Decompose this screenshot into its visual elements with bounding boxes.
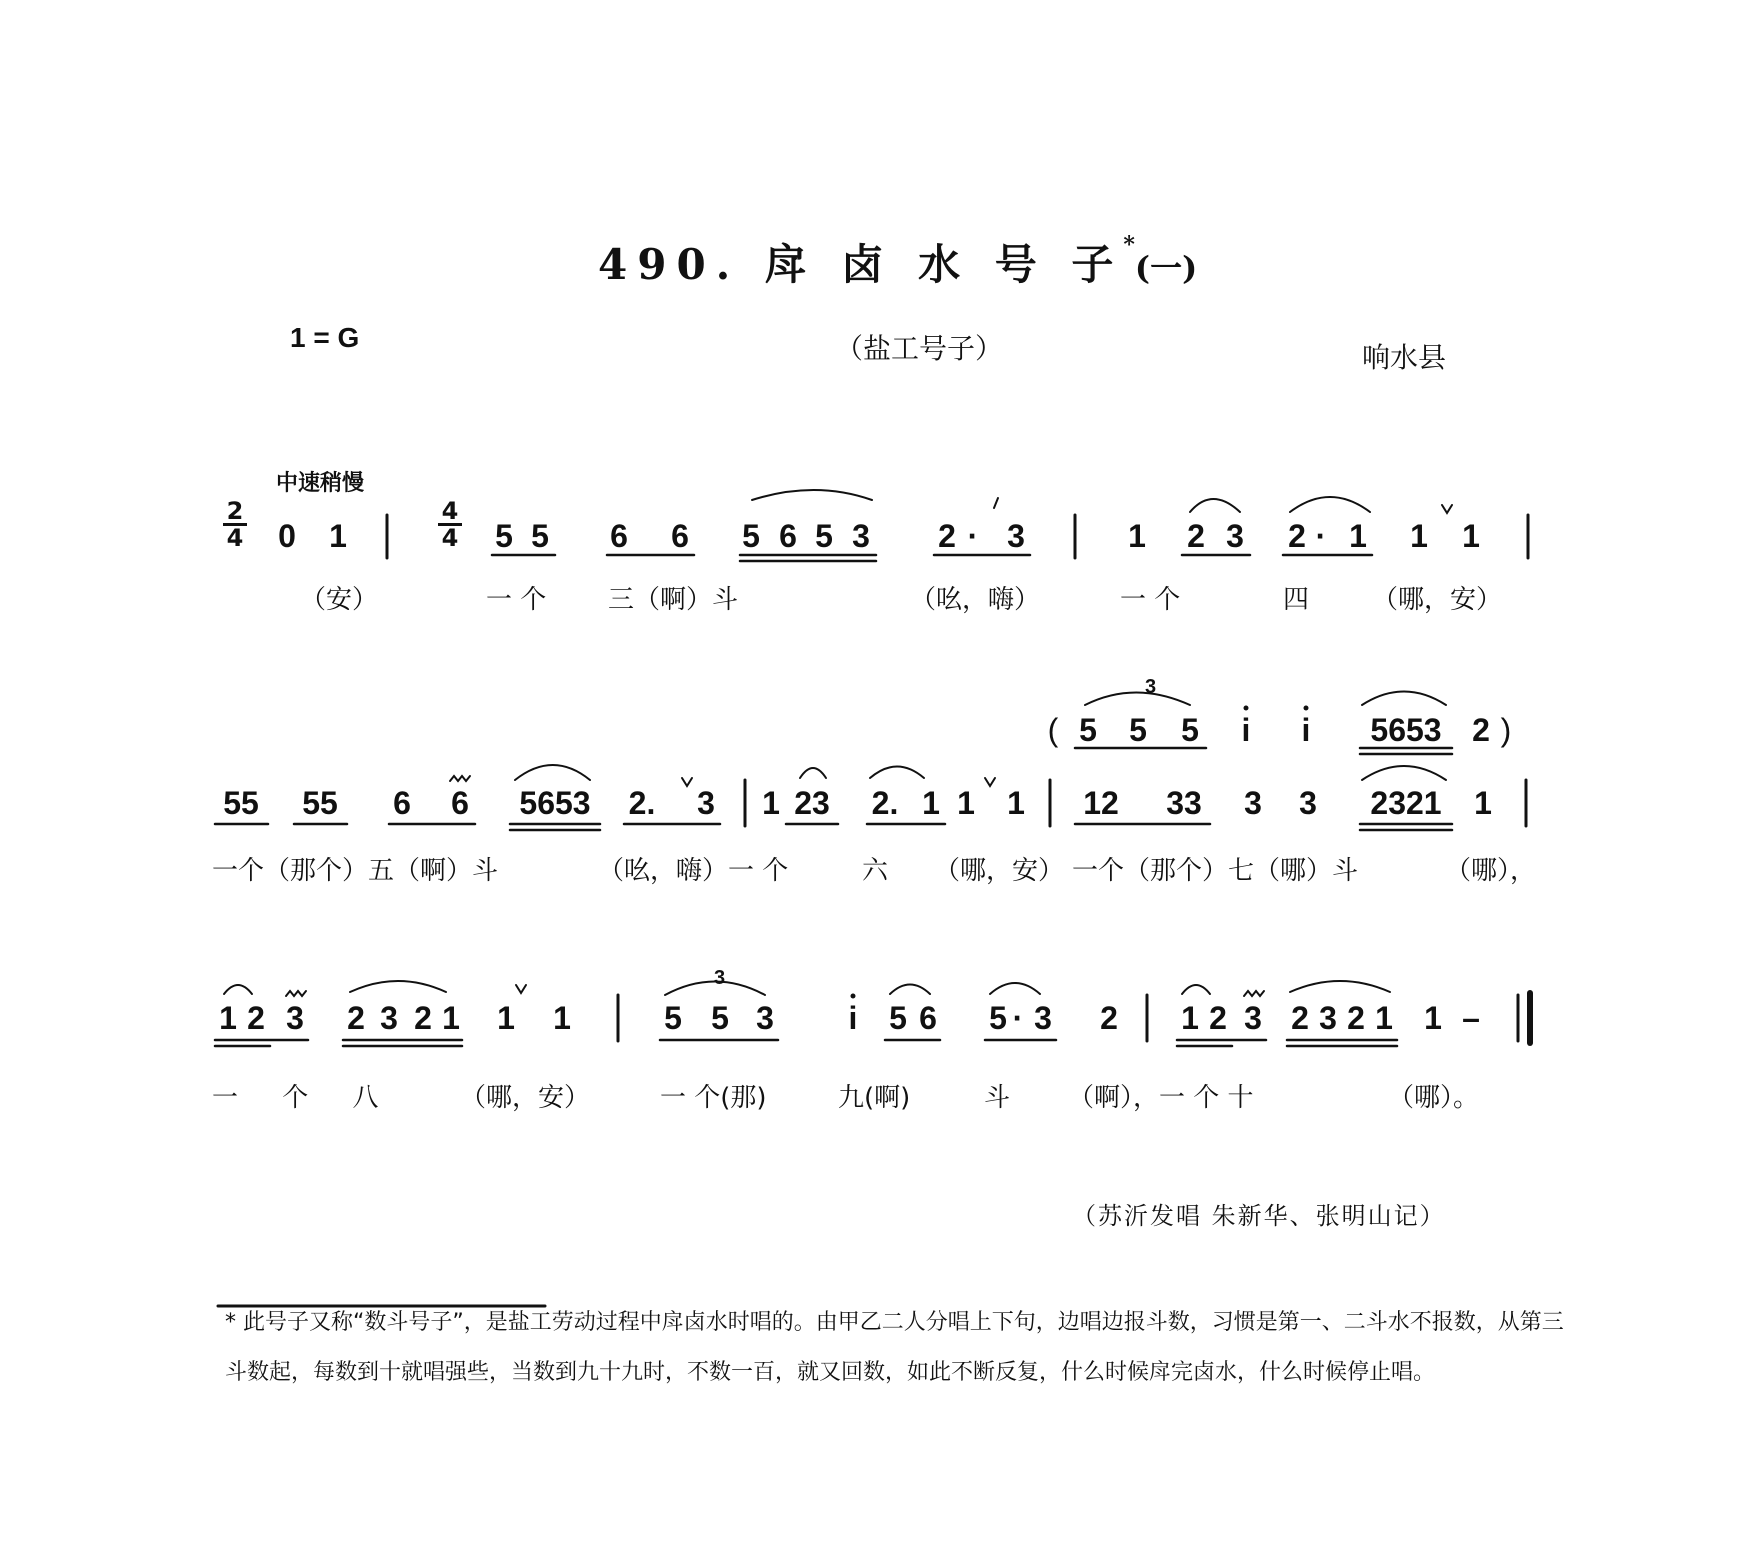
note: 1: [1128, 518, 1146, 554]
lyric: 六: [862, 856, 889, 886]
lyric: （哪，安）: [1372, 585, 1503, 615]
lyric: 一 个 八: [212, 1083, 397, 1113]
note: 6: [671, 518, 689, 554]
lyric: 斗: [984, 1083, 1011, 1113]
note: 3: [1226, 518, 1244, 554]
dash: –: [1462, 1000, 1480, 1036]
footnote: * 此号子又称“数斗号子”，是盐工劳动过程中戽卤水时唱的。由甲乙二人分唱上下句，边唱边报斗数，习惯是第一、二斗水不报数，从第三斗数起，每数到十就唱强些，当数到九十九时，不数一百，就又回数，如此不断反复，什么时候戽完卤水，什么时候停止唱。: [225, 1310, 1564, 1385]
triplet-mark: 3: [714, 967, 726, 989]
bracket-close: ): [1500, 712, 1512, 748]
alt-note: 2: [1472, 712, 1490, 748]
note: 3: [852, 518, 870, 554]
note: 5: [495, 518, 513, 554]
note: 2: [1288, 518, 1306, 554]
subtitle: （盐工号子）: [835, 332, 1004, 365]
triplet-mark: 3: [1145, 676, 1157, 698]
note: 2: [347, 1000, 365, 1036]
note: 5: [742, 518, 760, 554]
note: 3: [1007, 518, 1025, 554]
mordent-marks: [286, 776, 1264, 996]
lyric: （哪），: [1445, 856, 1537, 886]
note: 6: [451, 785, 469, 821]
lyric: （吆，嗨）一 个: [598, 856, 789, 886]
note: 1: [497, 1000, 515, 1036]
note: 1: [1349, 518, 1367, 554]
note: 3: [1034, 1000, 1052, 1036]
note: 3: [697, 785, 715, 821]
note: i: [848, 1000, 858, 1036]
breath-marks: [516, 498, 1452, 993]
lyric: 一个（那个）五（啊）斗: [212, 856, 499, 886]
lyric: （哪）。: [1388, 1083, 1480, 1113]
note: 2: [1187, 518, 1205, 554]
lyric: （哪，安）: [934, 856, 1065, 886]
note: 5: [531, 518, 549, 554]
alt-note: i: [1241, 712, 1251, 748]
note: 3: [380, 1000, 398, 1036]
lyric: 四: [1283, 585, 1310, 615]
note: 1: [219, 1000, 237, 1036]
lyric: （啊），一 个 十: [1068, 1083, 1254, 1113]
note: 2.: [871, 785, 899, 821]
dot: ·: [1315, 518, 1327, 554]
underlines: [215, 555, 1452, 1046]
ts-denominator: 4: [226, 524, 244, 552]
lyric: 一 个: [1120, 585, 1181, 615]
note: 5: [989, 1000, 1007, 1036]
dot: ·: [1012, 1000, 1024, 1036]
note: 3: [1319, 1000, 1337, 1036]
slurs: [224, 490, 1446, 995]
note: 1: [442, 1000, 460, 1036]
ts-numerator: 4: [441, 497, 459, 525]
note: 5: [711, 1000, 729, 1036]
note: 2: [414, 1000, 432, 1036]
note: 55: [223, 785, 259, 821]
lyric: 一个（那个）七（哪）斗: [1072, 856, 1359, 886]
note: 3: [1244, 785, 1262, 821]
note: 2: [1100, 1000, 1118, 1036]
note: 2: [1209, 1000, 1227, 1036]
note: 2321: [1370, 785, 1442, 821]
ts-numerator: 2: [226, 497, 244, 525]
note: 1: [957, 785, 975, 821]
note: 5: [889, 1000, 907, 1036]
note: 1: [1462, 518, 1480, 554]
note: 1: [1474, 785, 1492, 821]
alt-note: 5: [1129, 712, 1147, 748]
note: 5: [664, 1000, 682, 1036]
note: 6: [919, 1000, 937, 1036]
note: 55: [302, 785, 338, 821]
footnote-mark: *: [1123, 232, 1135, 258]
ts-denominator: 4: [441, 524, 459, 552]
note: 3: [1299, 785, 1317, 821]
lyric: 九(啊): [838, 1083, 911, 1113]
note: 2: [938, 518, 956, 554]
lyric: 三（啊）斗: [608, 585, 739, 615]
region: 响水县: [1362, 341, 1447, 374]
note: 3: [756, 1000, 774, 1036]
alt-note: 5: [1079, 712, 1097, 748]
note: 2.: [628, 785, 656, 821]
lyric: （安）: [300, 585, 379, 615]
lyric: （吆，嗨）: [910, 585, 1041, 615]
note: 2: [247, 1000, 265, 1036]
note: 5653: [519, 785, 591, 821]
key-signature: 1 = G: [290, 322, 360, 353]
note: 1: [1424, 1000, 1442, 1036]
alt-note: 5653: [1370, 712, 1442, 748]
note: 6: [393, 785, 411, 821]
bracket-open: (: [1047, 712, 1059, 748]
note: 23: [794, 785, 830, 821]
note: 1: [1410, 518, 1428, 554]
lyric: 一 个(那): [660, 1083, 767, 1113]
note: 1: [1007, 785, 1025, 821]
song-title-suffix: (一): [1134, 249, 1198, 287]
note: 3: [286, 1000, 304, 1036]
note: 2: [1347, 1000, 1365, 1036]
dot: ·: [967, 518, 979, 554]
performer-credit: （苏沂发唱 朱新华、张明山记）: [1072, 1202, 1446, 1230]
note: 6: [610, 518, 628, 554]
note: 1: [1181, 1000, 1199, 1036]
song-title-text: 490. 戽 卤 水 号 子: [598, 240, 1124, 289]
note: 12: [1083, 785, 1119, 821]
lyric: 一 个: [486, 585, 547, 615]
note: 6: [779, 518, 797, 554]
octave-dots: [851, 706, 1309, 999]
alt-note: 5: [1181, 712, 1199, 748]
alt-note: i: [1301, 712, 1311, 748]
note: 1: [1375, 1000, 1393, 1036]
note: 1: [762, 785, 780, 821]
barlines: [387, 515, 1530, 1043]
note: 2: [1291, 1000, 1309, 1036]
note: 5: [815, 518, 833, 554]
lyric: （哪，安）: [460, 1083, 591, 1113]
note: 1: [922, 785, 940, 821]
note: 1: [329, 518, 347, 554]
note: 0: [278, 518, 296, 554]
tempo-marking: 中速稍慢: [276, 471, 365, 496]
note: 33: [1166, 785, 1202, 821]
note: 3: [1244, 1000, 1262, 1036]
note: 1: [553, 1000, 571, 1036]
